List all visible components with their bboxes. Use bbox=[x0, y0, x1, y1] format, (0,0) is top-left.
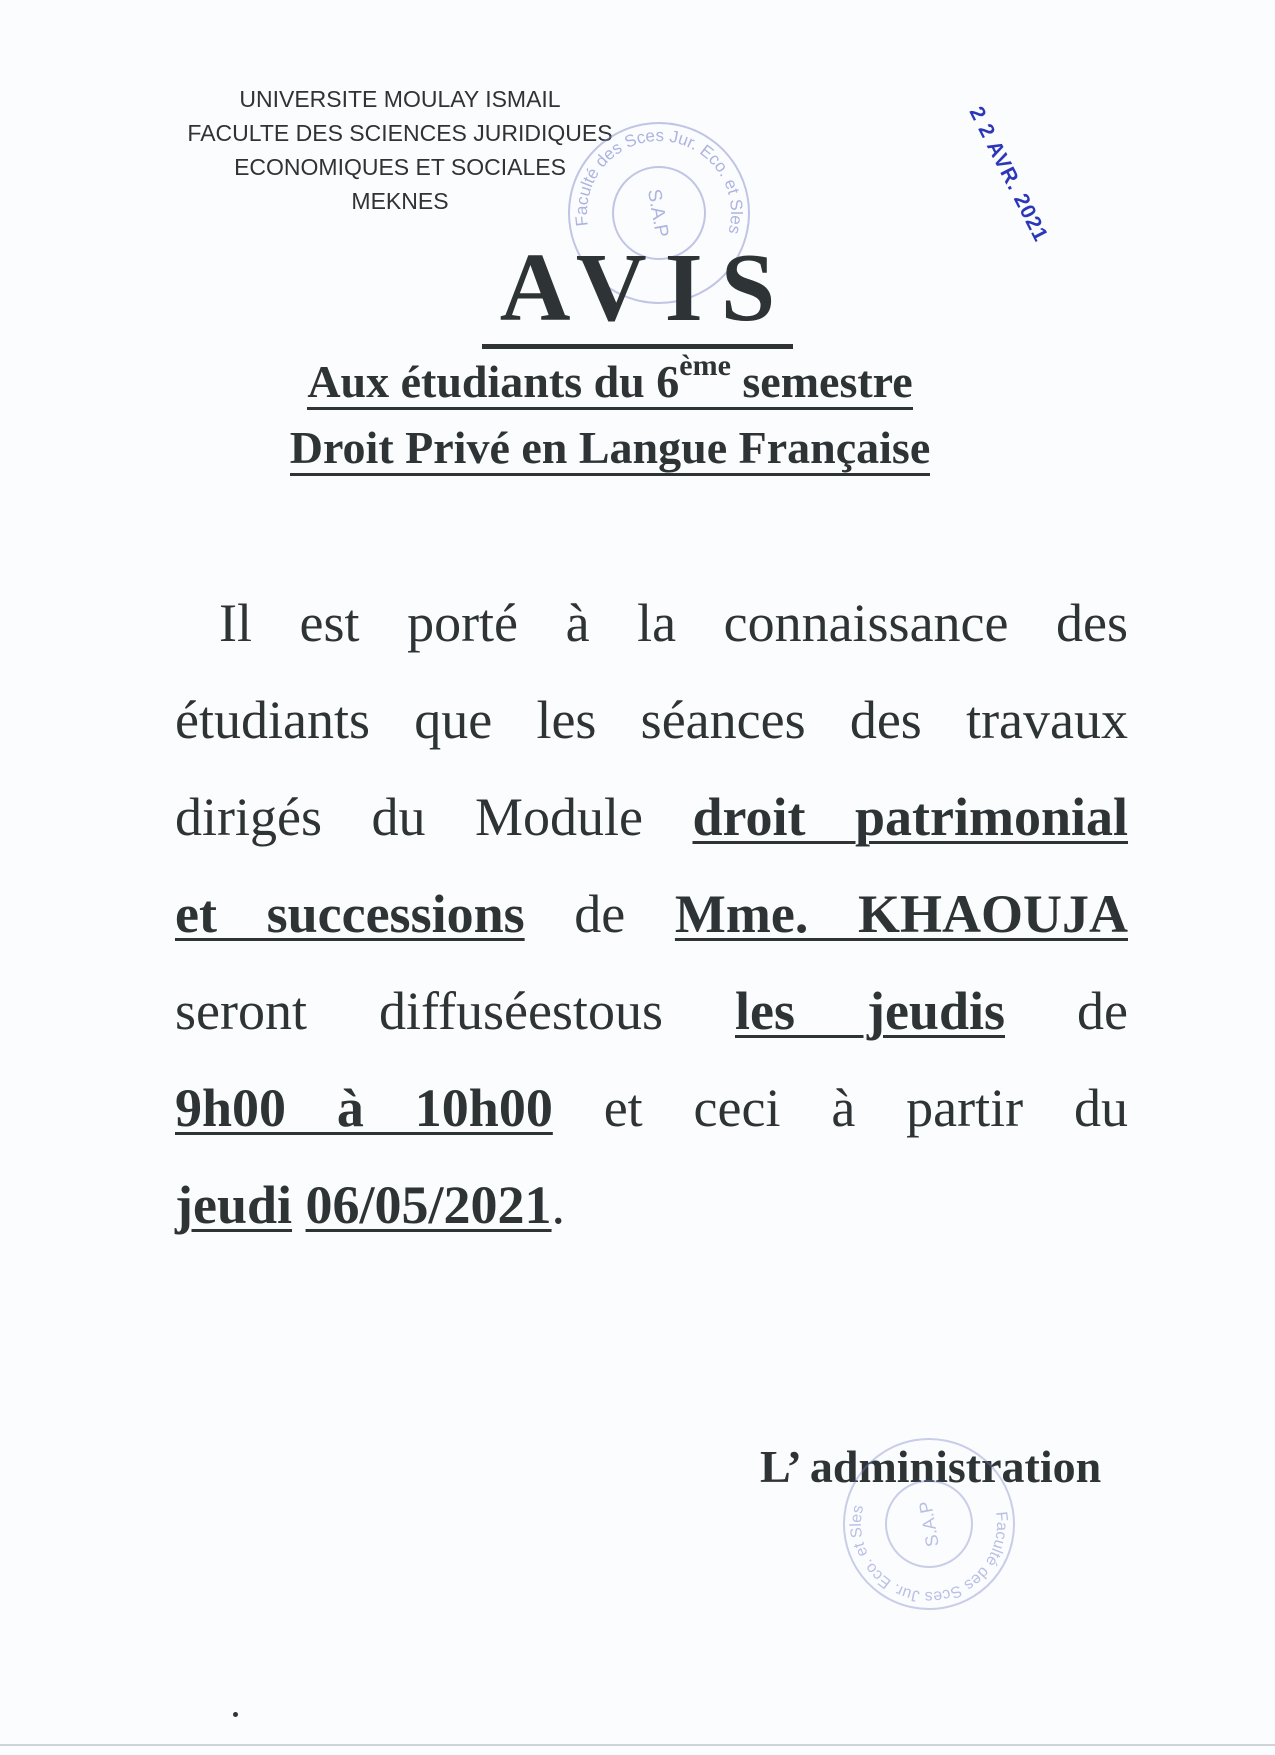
seal-ring-text-bottom: Faculté des Sces Jur. Eco. et Sles bbox=[847, 1503, 1011, 1606]
signature-administration: L’ administration bbox=[760, 1441, 1102, 1492]
body-line-6 bbox=[175, 1060, 1128, 1157]
body-text-de-2: de bbox=[1077, 981, 1128, 1041]
faculty-seal-stamp-bottom bbox=[829, 1424, 1028, 1623]
end-punctuation: . bbox=[551, 1175, 566, 1235]
subtitle-audience-underline bbox=[307, 349, 913, 410]
body-line-3 bbox=[175, 769, 1128, 866]
header-line-faculty: FACULTE DES SCIENCES JURIDIQUES bbox=[187, 120, 613, 146]
notice-subtitle-audience bbox=[0, 349, 1220, 412]
received-date-stamp: 2 2 AVR. 2021 bbox=[964, 103, 1053, 246]
page-edge-line bbox=[0, 1744, 1275, 1746]
schedule-time: 9h00 à 10h00 bbox=[175, 1078, 553, 1138]
start-date: 06/05/2021 bbox=[305, 1175, 552, 1235]
notice-body bbox=[175, 575, 1128, 1254]
module-name-part1: droit patrimonial bbox=[692, 787, 1129, 847]
subtitle-program-text: Droit Privé en Langue Française bbox=[290, 422, 931, 476]
scan-speck bbox=[233, 1712, 238, 1717]
body-line-1 bbox=[175, 575, 1128, 672]
seal-center-text-bottom: S.A.P bbox=[915, 1499, 943, 1549]
body-text-intro: Il est porté à la connaissance des bbox=[219, 593, 1128, 653]
seal-ring-text: Faculté des Sces Jur. Eco. et Sles bbox=[571, 125, 747, 236]
header-line-university: UNIVERSITE MOULAY ISMAIL bbox=[239, 86, 561, 112]
teacher-name: Mme. KHAOUJA bbox=[674, 884, 1128, 944]
start-day: jeudi bbox=[175, 1175, 293, 1235]
subtitle-audience-prefix: Aux étudiants du 6 bbox=[307, 356, 680, 407]
body-line-5 bbox=[175, 963, 1128, 1060]
body-line-4 bbox=[175, 866, 1128, 963]
schedule-day: les jeudis bbox=[734, 981, 1006, 1041]
body-text-from: et ceci à partir du bbox=[603, 1078, 1128, 1138]
body-text-module-prefix: dirigés du Module bbox=[175, 787, 643, 847]
subtitle-audience-sup: ème bbox=[679, 349, 731, 382]
header-line-city: MEKNES bbox=[351, 188, 449, 214]
body-text-students: étudiants que les séances des travaux bbox=[175, 690, 1128, 750]
notice-title-text: AVIS bbox=[482, 234, 794, 349]
notice-title bbox=[0, 234, 1275, 342]
body-text-broadcast: seront diffuséestous bbox=[175, 981, 663, 1041]
body-line-7 bbox=[175, 1157, 1128, 1254]
body-line-2 bbox=[175, 672, 1128, 769]
header-line-faculty-2: ECONOMIQUES ET SOCIALES bbox=[234, 154, 566, 180]
subtitle-audience-suffix: semestre bbox=[730, 356, 913, 407]
body-text-de: de bbox=[574, 884, 626, 944]
module-name-part2: et successions bbox=[175, 884, 525, 944]
seal-center-text: S.A.P bbox=[642, 187, 673, 240]
notice-subtitle-program bbox=[0, 418, 1220, 478]
